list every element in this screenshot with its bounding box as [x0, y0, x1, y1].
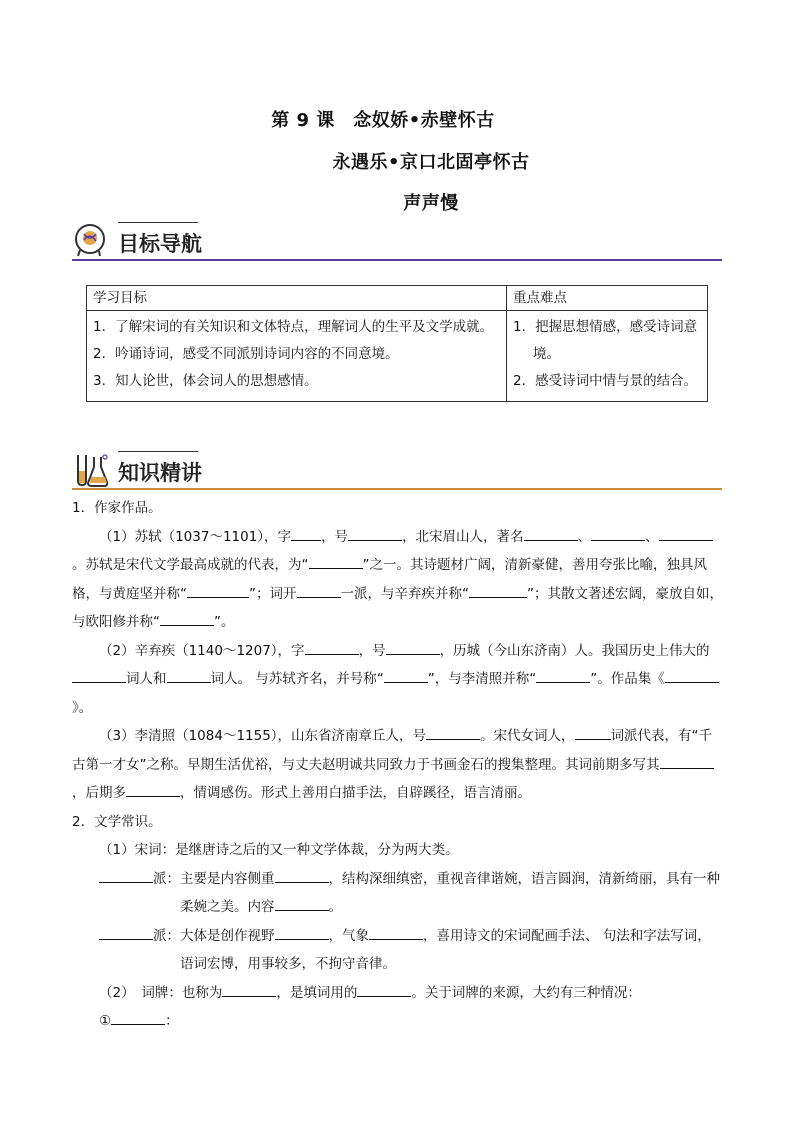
blank[interactable] — [309, 554, 363, 569]
blank[interactable] — [384, 668, 428, 683]
lab-flask-icon — [72, 451, 110, 487]
table-header-keypoints: 重点难点 — [507, 286, 708, 311]
goals-table — [86, 285, 708, 402]
table-header-goals: 学习目标 — [87, 286, 507, 311]
keypoint-item: 1．把握思想情感，感受诗词意 — [513, 319, 698, 335]
section-title: 目标导航 — [118, 232, 202, 256]
paragraph-sushi: （1）苏轼（1037～1101），字 ，号 ，北宋眉山人，著名 、 、。苏轼是宋代文学最高成就的代表，为“ ”之一。其诗题材广阔，清新豪健，善用夸张比喻，独具风格，与黄庭坚并称“ ”；词开 一派，与辛弃疾并称“ ”；其散文著述宏阔，豪放自如，与欧阳修并称“ ”。 — [72, 523, 724, 637]
goals-cell — [87, 311, 507, 402]
heading-literary-knowledge: 2．文学常识。 — [72, 813, 162, 830]
blank[interactable] — [665, 668, 719, 683]
blank[interactable] — [369, 925, 423, 940]
section-header-goals — [72, 222, 722, 262]
keypoint-item: 2．感受诗词中情与景的结合。 — [513, 373, 698, 389]
blank[interactable] — [187, 583, 249, 598]
paragraph-cipai: （2） 词牌：也称为 ，是填词用的 。关于词牌的来源，大约有三种情况： — [72, 979, 724, 1008]
lesson-title: 第 9 课 念奴娇•赤壁怀古 — [271, 110, 495, 131]
brain-head-icon — [72, 222, 110, 258]
blank[interactable] — [275, 868, 329, 883]
blank[interactable] — [111, 1010, 165, 1025]
blank[interactable] — [167, 668, 211, 683]
blank[interactable] — [291, 526, 321, 541]
blank[interactable] — [348, 526, 402, 541]
blank[interactable] — [660, 754, 714, 769]
header-overline — [118, 451, 198, 452]
section-header-knowledge — [72, 451, 722, 491]
school-wanyue: 派： 主要是内容侧重 ，结构深细缜密，重视音律谐婉，语言圆润，清新绮丽，具有一种柔婉之美。内容 。 — [72, 865, 724, 922]
blank[interactable] — [275, 896, 329, 911]
blank[interactable] — [524, 526, 578, 541]
paragraph-liqingzhao: （3）李清照（1084～1155），山东省济南章丘人，号 。宋代女词人， 词派代表，有“千古第一才女”之称。早期生活优裕，与丈夫赵明诚共同致力于书画金石的搜集整理。其词前期多写其，后期多 ，情调感伤。形式上善用白描手法，自辟蹊径，语言清丽。 — [72, 722, 724, 808]
blank[interactable] — [469, 583, 527, 598]
knowledge-content — [72, 494, 724, 1036]
blank[interactable] — [160, 611, 214, 626]
blank[interactable] — [126, 782, 180, 797]
blank[interactable] — [357, 982, 411, 997]
poem-title-3: 声声慢 — [403, 193, 459, 214]
cipai-source-1: ① ： — [72, 1007, 724, 1036]
paragraph-songci: （1）宋词：是继唐诗之后的又一种文学体裁，分为两大类。 — [99, 842, 459, 858]
blank[interactable] — [386, 640, 440, 655]
blank[interactable] — [305, 640, 359, 655]
blank[interactable] — [222, 982, 276, 997]
section-rule — [72, 259, 722, 261]
blank[interactable] — [426, 725, 480, 740]
keypoints-cell — [507, 311, 708, 402]
blank[interactable] — [99, 925, 153, 940]
heading-authors: 1．作家作品。 — [72, 500, 162, 516]
keypoint-item-cont: 境。 — [533, 346, 560, 362]
section-rule — [72, 488, 722, 490]
school-haofang: 派： 大体是创作视野 ，气象 ，喜用诗文的宋词配画手法、 句法和字法写词，语词宏博，用事较多，不拘守音律。 — [72, 922, 724, 979]
blank[interactable] — [591, 526, 645, 541]
paragraph-xinqiji: （2）辛弃疾（1140～1207），字 ，号 ，历城（今山东济南）人。我国历史上伟大的词人和 词人。 与苏轼齐名，并号称“ ”，与李清照并称“ ”。作品集《》。 — [72, 637, 724, 723]
blank[interactable] — [275, 925, 329, 940]
goal-item: 1．了解宋词的有关知识和文体特点，理解词人的生平及文学成就。 — [93, 319, 494, 335]
goal-item: 2．吟诵诗词，感受不同派别诗词内容的不同意境。 — [93, 346, 399, 362]
section-title: 知识精讲 — [118, 461, 202, 485]
blank[interactable] — [99, 868, 153, 883]
blank[interactable] — [536, 668, 590, 683]
blank[interactable] — [659, 526, 713, 541]
header-overline — [118, 222, 198, 223]
poem-title-2: 永遇乐•京口北固亭怀古 — [332, 152, 530, 173]
blank[interactable] — [297, 583, 341, 598]
blank[interactable] — [575, 725, 611, 740]
goal-item: 3．知人论世，体会词人的思想感情。 — [93, 373, 318, 389]
blank[interactable] — [72, 668, 126, 683]
